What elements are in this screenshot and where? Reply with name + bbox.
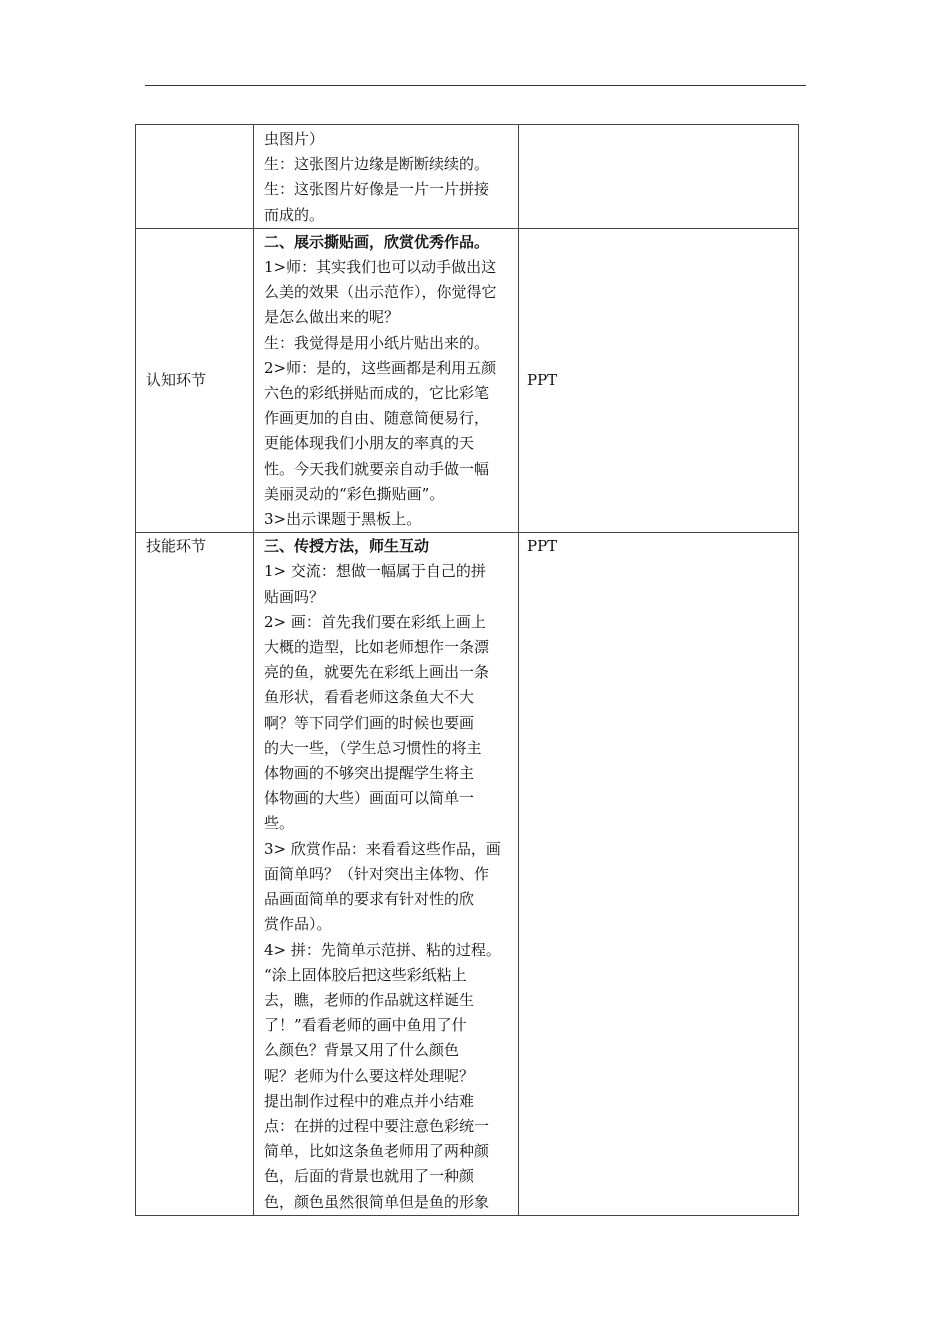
process-line: 呢？老师为什么要这样处理呢？ [264, 1066, 475, 1085]
stage-cell [136, 125, 254, 229]
section-heading: 二、展示撕贴画，欣赏优秀作品。 [264, 232, 490, 251]
process-line: 点：在拼的过程中要注意色彩统一 [264, 1116, 490, 1135]
process-line: 体物画的大些）画面可以简单一 [264, 789, 475, 808]
table-row [136, 228, 799, 532]
process-line: 2> 画：首先我们要在彩纸上画上 [264, 612, 486, 631]
process-line: 的大一些，（学生总习惯性的将主 [264, 738, 482, 757]
process-cell [254, 533, 519, 1215]
process-line: 生：这张图片边缘是断断续续的。 [264, 155, 490, 174]
process-line: 性。今天我们就要亲自动手做一幅 [264, 459, 490, 478]
process-line: 2>师：是的，这些画都是利用五颜 [264, 358, 497, 377]
process-line: 色，后面的背景也就用了一种颜 [264, 1167, 475, 1186]
resource-cell [519, 228, 799, 532]
process-line: 体物画的不够突出提醒学生将主 [264, 764, 475, 783]
lesson-plan-table [135, 124, 799, 1216]
process-line: 面简单吗？（针对突出主体物、作 [264, 864, 490, 883]
process-cell [254, 125, 519, 229]
process-line: 赏作品）。 [264, 915, 332, 934]
process-line: 3> 欣赏作品：来看看这些作品，画 [264, 839, 501, 858]
section-heading: 三、传授方法，师生互动 [264, 537, 430, 556]
process-line: 六色的彩纸拼贴而成的，它比彩笔 [264, 384, 490, 403]
process-line: 去，瞧，老师的作品就这样诞生 [264, 990, 475, 1009]
process-line: 生：这张图片好像是一片一片拼接 [264, 180, 490, 199]
process-line: 品画面简单的要求有针对性的欣 [264, 890, 475, 909]
process-line: 是怎么做出来的呢？ [264, 308, 400, 327]
process-line: 啊？等下同学们画的时候也要画 [264, 713, 475, 732]
header-rule [145, 85, 806, 86]
stage-cell [136, 533, 254, 1215]
resource-label: PPT [527, 537, 558, 556]
process-line: 些。 [264, 814, 295, 833]
process-line: 4> 拼：先简单示范拼、粘的过程。 [264, 940, 501, 959]
process-line: 而成的。 [264, 205, 325, 224]
process-line: 了！”看看老师的画中鱼用了什 [264, 1016, 467, 1035]
process-line: 1>师：其实我们也可以动手做出这 [264, 258, 497, 277]
stage-label: 认知环节 [146, 370, 207, 389]
process-line: 大概的造型，比如老师想作一条漂 [264, 638, 490, 657]
process-line: 作画更加的自由、随意简便易行， [264, 409, 490, 428]
stage-label: 技能环节 [146, 537, 207, 556]
table-row [136, 125, 799, 229]
process-line: 提出制作过程中的难点并小结难 [264, 1091, 475, 1110]
process-line: 虫图片） [264, 130, 325, 148]
table-row [136, 533, 799, 1215]
process-line: 色，颜色虽然很简单但是鱼的形象 [264, 1192, 490, 1211]
process-line: “涂上固体胶后把这些彩纸粘上 [264, 965, 467, 984]
process-line: 简单，比如这条鱼老师用了两种颜 [264, 1142, 490, 1161]
process-line: 更能体现我们小朋友的率真的天 [264, 434, 475, 453]
process-line: 鱼形状，看看老师这条鱼大不大 [264, 688, 475, 707]
process-line: 美丽灵动的“彩色撕贴画”。 [264, 484, 445, 503]
process-line: 贴画吗？ [264, 587, 325, 606]
resource-label: PPT [527, 370, 558, 389]
process-line: 亮的鱼，就要先在彩纸上画出一条 [264, 663, 490, 682]
stage-cell [136, 228, 254, 532]
process-line: 1> 交流：想做一幅属于自己的拼 [264, 562, 486, 581]
process-line: 么美的效果（出示范作），你觉得它 [264, 283, 497, 302]
resource-cell [519, 533, 799, 1215]
process-line: 生：我觉得是用小纸片贴出来的。 [264, 333, 490, 352]
process-cell [254, 228, 519, 532]
process-line: 么颜色？背景又用了什么颜色 [264, 1041, 460, 1060]
resource-cell [519, 125, 799, 229]
process-line: 3>出示课题于黑板上。 [264, 510, 422, 529]
